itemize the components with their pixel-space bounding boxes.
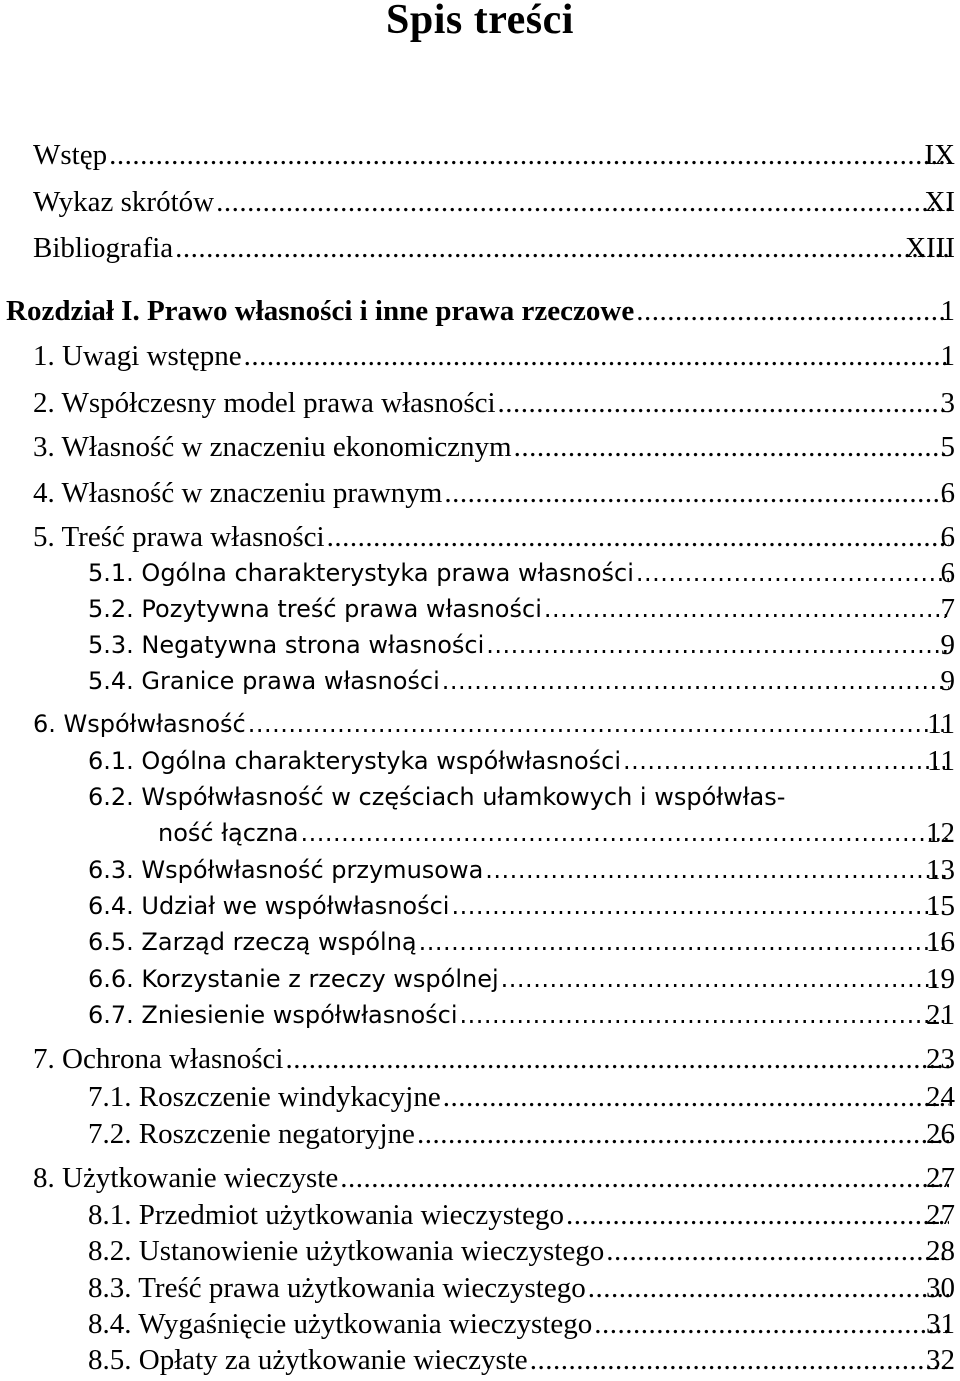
toc-leader-dots: [107, 137, 949, 173]
toc-page-number: 5: [940, 431, 955, 463]
toc-page-number: XI: [924, 186, 955, 218]
toc-page-number: 24: [926, 1081, 955, 1113]
toc-page-number: 21: [926, 999, 955, 1031]
toc-page-number: 9: [940, 629, 955, 661]
toc-entry-title: 8.4. Wygaśnięcie użytkowania wieczystego: [88, 1308, 593, 1340]
toc-entry-6-7[interactable]: [88, 997, 955, 1033]
toc-entry-6-2-continued[interactable]: [158, 815, 955, 851]
toc-page-number: 11: [927, 708, 955, 740]
toc-leader-dots: [338, 1160, 949, 1196]
toc-entry-8-2[interactable]: [88, 1233, 955, 1269]
toc-entry-4[interactable]: [33, 475, 955, 511]
toc-entry-title: Wykaz skrótów: [33, 186, 215, 218]
toc-entry-title: 6.7. Zniesienie współwłasności: [88, 1001, 458, 1029]
toc-entry-bibliografia[interactable]: [33, 230, 955, 266]
toc-page-number: 13: [926, 854, 955, 886]
toc-leader-dots: [449, 888, 949, 924]
toc-entry-8-1[interactable]: [88, 1197, 955, 1233]
toc-entry-6[interactable]: [33, 706, 955, 742]
toc-page-number: 31: [926, 1308, 955, 1340]
toc-entry-title: ność łączna: [158, 819, 299, 847]
toc-entry-title: Rozdział I. Prawo własności i inne prawa rzeczowe: [6, 295, 635, 327]
toc-entry-6-1[interactable]: [88, 743, 955, 779]
toc-entry-5-2[interactable]: [88, 591, 955, 627]
toc-leader-dots: [483, 852, 949, 888]
toc-entry-title: Wstęp: [33, 139, 108, 171]
toc-entry-5-1[interactable]: [88, 555, 955, 591]
toc-entry-2[interactable]: [33, 385, 955, 421]
toc-page-number: 1: [940, 295, 955, 327]
toc-page-number: 27: [926, 1199, 955, 1231]
toc-page-number: 9: [940, 665, 955, 697]
toc-leader-dots: [283, 1041, 949, 1077]
toc-entry-title: 5.4. Granice prawa własności: [88, 667, 440, 695]
toc-entry-chapter-1[interactable]: [6, 293, 955, 329]
toc-entry-title: 6. Współwłasność: [33, 710, 246, 738]
toc-entry-title: 6.6. Korzystanie z rzeczy wspólnej: [88, 965, 499, 993]
toc-entry-wykaz-skrotow[interactable]: [33, 184, 955, 220]
toc-leader-dots: [458, 997, 949, 1033]
toc-entry-title: 2. Współczesny model prawa własności: [33, 387, 496, 419]
page-title: Spis treści: [386, 0, 574, 43]
toc-page-number: 27: [926, 1162, 955, 1194]
toc-entry-title: 6.1. Ogólna charakterystyka współwłasności: [88, 747, 622, 775]
toc-leader-dots: [298, 815, 949, 851]
toc-page-number: 6: [940, 477, 955, 509]
toc-leader-dots: [499, 961, 949, 997]
toc-page-number: 32: [926, 1344, 955, 1376]
toc-leader-dots: [214, 184, 949, 220]
toc-entry-title: 8.5. Opłaty za użytkowanie wieczyste: [88, 1344, 528, 1376]
toc-leader-dots: [441, 1079, 949, 1115]
toc-entry-8-4[interactable]: [88, 1306, 955, 1342]
toc-entry-7-2[interactable]: [88, 1116, 955, 1152]
toc-entry-5-3[interactable]: [88, 627, 955, 663]
toc-entry-title: 6.4. Udział we współwłasności: [88, 892, 450, 920]
toc-page-number: 6: [940, 521, 955, 553]
toc-entry-7-1[interactable]: [88, 1079, 955, 1115]
toc-entry-7[interactable]: [33, 1041, 955, 1077]
toc-entry-title: 4. Własność w znaczeniu prawnym: [33, 477, 443, 509]
toc-page-number: 16: [926, 926, 955, 958]
toc-entry-title: 5. Treść prawa własności: [33, 521, 325, 553]
toc-leader-dots: [246, 706, 949, 742]
toc-leader-dots: [512, 429, 949, 465]
toc-entry-title: 7.2. Roszczenie negatoryjne: [88, 1118, 415, 1150]
toc-entry-title: 3. Własność w znaczeniu ekonomicznym: [33, 431, 512, 463]
toc-entry-title: Bibliografia: [33, 232, 174, 264]
toc-entry-5-4[interactable]: [88, 663, 955, 699]
toc-entry-6-3[interactable]: [88, 852, 955, 888]
toc-entry-title: 8.2. Ustanowienie użytkowania wieczystego: [88, 1235, 605, 1267]
toc-entry-1[interactable]: [33, 338, 955, 374]
toc-entry-6-4[interactable]: [88, 888, 955, 924]
toc-entry-wstep[interactable]: [33, 137, 955, 173]
toc-page-number: 11: [927, 745, 955, 777]
toc-entry-6-6[interactable]: [88, 961, 955, 997]
toc-entry-8[interactable]: [33, 1160, 955, 1196]
toc-entry-5[interactable]: [33, 519, 955, 555]
toc-entry-title: 8.3. Treść prawa użytkowania wieczystego: [88, 1272, 586, 1304]
toc-page-number: 26: [926, 1118, 955, 1150]
toc-entry-3[interactable]: [33, 429, 955, 465]
toc-page-number: 15: [926, 890, 955, 922]
toc-entry-6-5[interactable]: [88, 924, 955, 960]
toc-entry-title: 6.3. Współwłasność przymusowa: [88, 856, 484, 884]
toc-entry-title: 5.2. Pozytywna treść prawa własności: [88, 595, 542, 623]
toc-page-number: 19: [926, 963, 955, 995]
toc-page-number: 6: [940, 557, 955, 589]
toc-leader-dots: [417, 924, 949, 960]
toc-page-number: 30: [926, 1272, 955, 1304]
toc-page-number: 12: [926, 817, 955, 849]
toc-page-number: IX: [924, 139, 955, 171]
toc-leader-dots: [242, 338, 949, 374]
toc-entry-title: 8. Użytkowanie wieczyste: [33, 1162, 339, 1194]
toc-leader-dots: [325, 519, 949, 555]
toc-entry-6-2[interactable]: [88, 779, 955, 815]
toc-page-number: 23: [926, 1043, 955, 1075]
toc-entry-title: 6.2. Współwłasność w częściach ułamkowych i współwłas-: [88, 783, 786, 811]
toc-entry-title: 6.5. Zarząd rzeczą wspólną: [88, 928, 417, 956]
toc-leader-dots: [496, 385, 949, 421]
toc-page-number: XIII: [905, 232, 955, 264]
toc-page-number: 1: [940, 340, 955, 372]
toc-page-number: 28: [926, 1235, 955, 1267]
toc-leader-dots: [440, 663, 949, 699]
toc-entry-8-3[interactable]: [88, 1270, 955, 1306]
toc-entry-title: 7. Ochrona własności: [33, 1043, 284, 1075]
toc-entry-title: 5.3. Negatywna strona własności: [88, 631, 485, 659]
toc-entry-title: 5.1. Ogólna charakterystyka prawa własności: [88, 559, 634, 587]
toc-entry-8-5[interactable]: [88, 1342, 955, 1378]
toc-leader-dots: [484, 627, 949, 663]
toc-entry-title: 7.1. Roszczenie windykacyjne: [88, 1081, 441, 1113]
toc-page-number: 7: [940, 593, 955, 625]
toc-leader-dots: [415, 1116, 949, 1152]
toc-page-number: 3: [940, 387, 955, 419]
toc-leader-dots: [442, 475, 949, 511]
toc-entry-title: 8.1. Przedmiot użytkowania wieczystego: [88, 1199, 564, 1231]
toc-leader-dots: [173, 230, 949, 266]
toc-entry-title: 1. Uwagi wstępne: [33, 340, 242, 372]
